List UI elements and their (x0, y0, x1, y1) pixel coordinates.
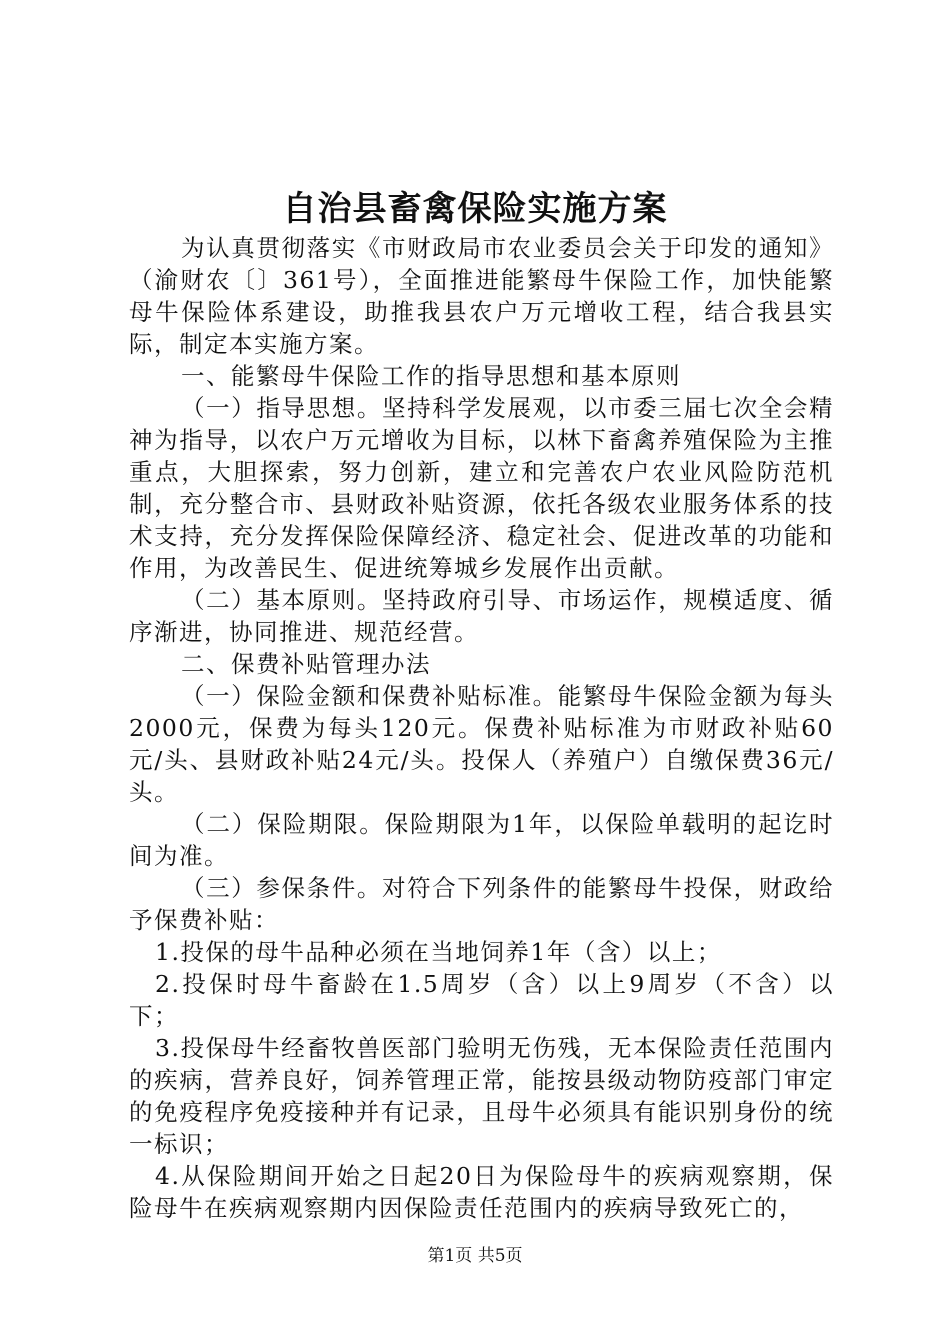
page-footer: 第1页 共5页 (427, 1246, 523, 1266)
conditions-paragraph: （三）参保条件。对符合下列条件的能繁母牛投保，财政给予保费补贴： (129, 874, 834, 934)
basic-principles-paragraph: （二）基本原则。坚持政府引导、市场运作，规模适度、循序渐进，协同推进、规范经营。 (129, 586, 834, 646)
condition-item-3: 3.投保母牛经畜牧兽医部门验明无伤残，无本保险责任范围内的疾病，营养良好，饲养管理正常，能按县级动物防疫部门审定的免疫程序免疫接种并有记录，且母牛必须具有能识别身份的统一标识； (129, 1034, 834, 1158)
insurance-period-paragraph: （二）保险期限。保险期限为1年，以保险单载明的起讫时间为准。 (129, 810, 834, 870)
section-heading-2: 二、保费补贴管理办法 (181, 650, 431, 678)
section-heading-1: 一、能繁母牛保险工作的指导思想和基本原则 (181, 362, 681, 390)
document-title: 自治县畜禽保险实施方案 (282, 189, 668, 229)
guiding-ideology-paragraph: （一）指导思想。坚持科学发展观，以市委三届七次全会精神为指导，以农户万元增收为目标，以林下畜禽养殖保险为主推重点，大胆探索，努力创新，建立和完善农户农业风险防范机制，充分整合市、县财政补贴资源，依托各级农业服务体系的技术支持，充分发挥保险保障经济、稳定社会、促进改革的功能和作用，为改善民生、促进统筹城乡发展作出贡献。 (129, 394, 834, 582)
condition-item-4: 4.从保险期间开始之日起20日为保险母牛的疾病观察期，保险母牛在疾病观察期内因保险责任范围内的疾病导致死亡的， (129, 1162, 834, 1222)
condition-item-1: 1.投保的母牛品种必须在当地饲养1年（含）以上； (155, 938, 722, 966)
intro-paragraph: 为认真贯彻落实《市财政局市农业委员会关于印发的通知》（渝财农〔〕361号），全面推进能繁母牛保险工作，加快能繁母牛保险体系建设，助推我县农户万元增收工程，结合我县实际，制定本实施方案。 (129, 234, 834, 358)
condition-item-2: 2.投保时母牛畜龄在1.5周岁（含）以上9周岁（不含）以下； (129, 970, 834, 1030)
insurance-amount-paragraph: （一）保险金额和保费补贴标准。能繁母牛保险金额为每头2000元，保费为每头120元。保费补贴标准为市财政补贴60元/头、县财政补贴24元/头。投保人（养殖户）自缴保费36元/头。 (129, 682, 834, 806)
document-body (129, 232, 834, 1224)
